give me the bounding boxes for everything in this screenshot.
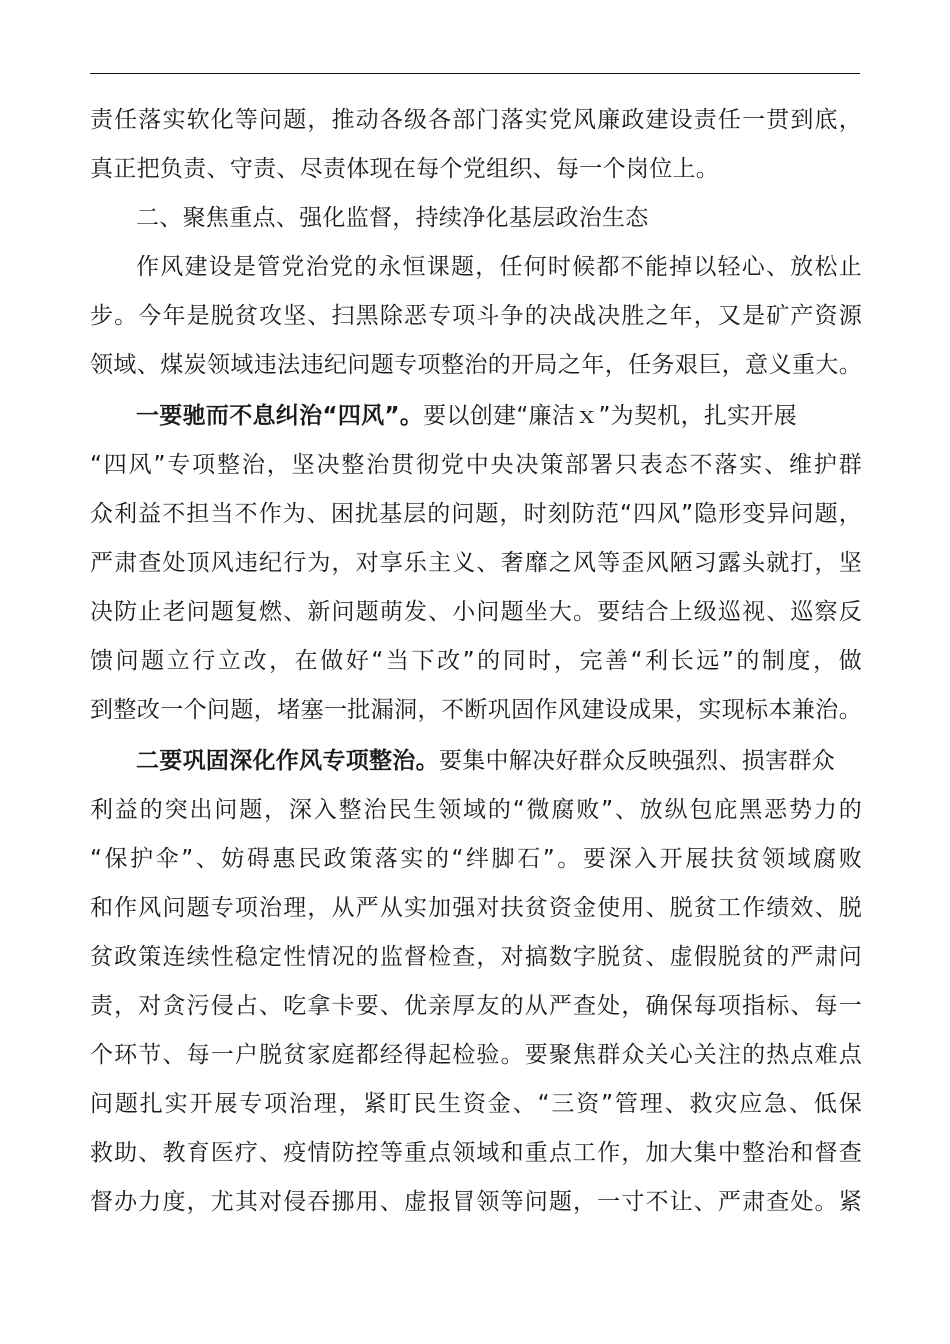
body-line: 馈问题立行立改，在做好“当下改”的同时，完善“利长远”的制度，做 [90, 648, 862, 674]
body-line: 作风建设是管党治党的永恒课题，任何时候都不能掉以轻心、放松止 [136, 254, 862, 280]
paragraph-lead-text: 要集中解决好群众反映强烈、损害群众 [438, 748, 836, 774]
paragraph-lead-text: 要以创建“廉洁ｘ”为契机，扎实开展 [423, 403, 798, 429]
paragraph-lead-bold: 二要巩固深化作风专项整治。 [136, 748, 439, 774]
body-line: 众利益不担当不作为、困扰基层的问题，时刻防范“四风”隐形变异问题， [90, 501, 862, 527]
body-line: 贫政策连续性稳定性情况的监督检查，对搞数字脱贫、虚假脱贫的严肃问 [90, 944, 862, 970]
paragraph-lead-bold: 一要驰而不息纠治“四风”。 [136, 403, 424, 429]
body-line: 责任落实软化等问题，推动各级各部门落实党风廉政建设责任一贯到底， [90, 107, 862, 133]
body-line: 步。今年是脱贫攻坚、扫黑除恶专项斗争的决战决胜之年，又是矿产资源 [90, 303, 862, 329]
paragraph-first-line [136, 741, 862, 781]
body-line: 问题扎实开展专项治理，紧盯民生资金、“三资”管理、救灾应急、低保 [90, 1091, 862, 1117]
body-line: 救助、教育医疗、疫情防控等重点领域和重点工作，加大集中整治和督查 [90, 1140, 862, 1166]
body-line: “保护伞”、妨碍惠民政策落实的“绊脚石”。要深入开展扶贫领域腐败 [90, 846, 862, 872]
body-line: 真正把负责、守责、尽责体现在每个党组织、每一个岗位上。 [90, 156, 720, 182]
body-line: 责，对贪污侵占、吃拿卡要、优亲厚友的从严查处，确保每项指标、每一 [90, 993, 862, 1019]
body-line: 利益的突出问题，深入整治民生领域的“微腐败”、放纵包庇黑恶势力的 [90, 797, 862, 823]
section-heading: 二、聚焦重点、强化监督，持续净化基层政治生态 [136, 205, 649, 231]
body-line: 到整改一个问题，堵塞一批漏洞，不断巩固作风建设成果，实现标本兼治。 [90, 697, 862, 723]
body-line: “四风”专项整治，坚决整治贯彻党中央决策部署只表态不落实、维护群 [90, 452, 862, 478]
body-line: 严肃查处顶风违纪行为，对享乐主义、奢靡之风等歪风陋习露头就打，坚 [90, 550, 862, 576]
body-line: 个环节、每一户脱贫家庭都经得起检验。要聚焦群众关心关注的热点难点 [90, 1042, 862, 1068]
body-line: 督办力度，尤其对侵吞挪用、虚报冒领等问题，一寸不让、严肃查处。紧 [90, 1189, 862, 1215]
body-line: 决防止老问题复燃、新问题萌发、小问题坐大。要结合上级巡视、巡察反 [90, 599, 862, 625]
body-line: 和作风问题专项治理，从严从实加强对扶贫资金使用、脱贫工作绩效、脱 [90, 895, 862, 921]
paragraph-first-line [136, 396, 862, 436]
header-rule [90, 73, 860, 74]
body-line: 领域、煤炭领域违法违纪问题专项整治的开局之年，任务艰巨，意义重大。 [90, 352, 862, 378]
